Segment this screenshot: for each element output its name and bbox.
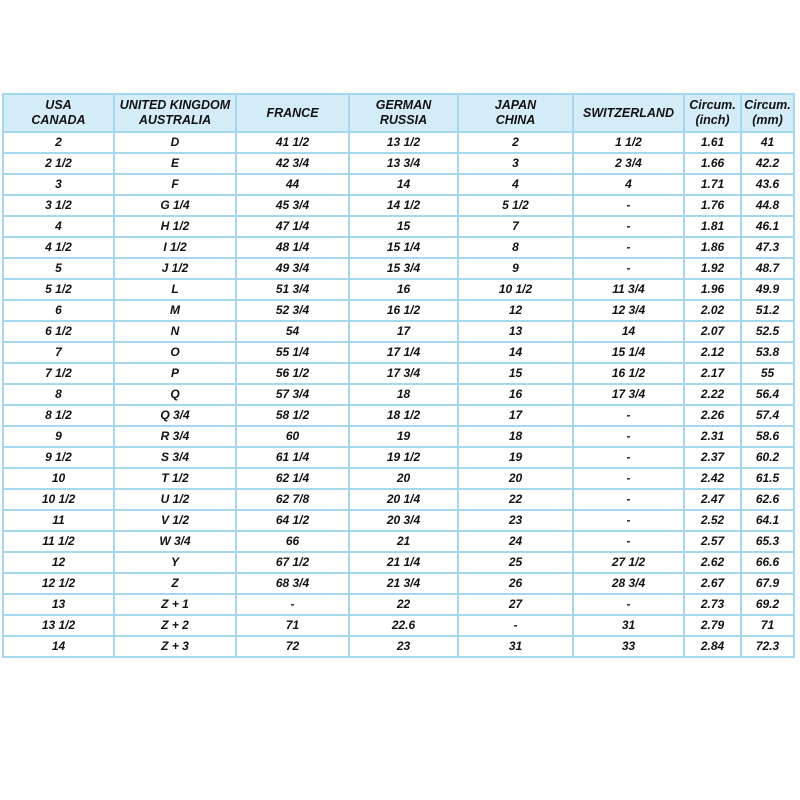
cell-france: 47 1/4	[236, 216, 349, 237]
table-row	[3, 573, 794, 594]
cell-usa-canada: 9 1/2	[3, 447, 114, 468]
cell-uk-australia: J 1/2	[114, 258, 236, 279]
cell-usa-canada: 14	[3, 636, 114, 657]
cell-switzerland: 16 1/2	[573, 363, 684, 384]
table-row	[3, 153, 794, 174]
cell-circumference-inch: 2.07	[684, 321, 741, 342]
column-header-uk-australia	[114, 94, 236, 132]
column-header-label: FRANCE	[266, 105, 319, 120]
table-row	[3, 636, 794, 657]
cell-france: 42 3/4	[236, 153, 349, 174]
cell-uk-australia: F	[114, 174, 236, 195]
cell-france: 52 3/4	[236, 300, 349, 321]
table-row	[3, 489, 794, 510]
cell-france: 57 3/4	[236, 384, 349, 405]
cell-german-russia: 15	[349, 216, 458, 237]
cell-france: 62 7/8	[236, 489, 349, 510]
column-header-label: CHINA	[495, 113, 536, 127]
table-row	[3, 321, 794, 342]
cell-german-russia: 15 1/4	[349, 237, 458, 258]
cell-usa-canada: 7 1/2	[3, 363, 114, 384]
cell-japan-china: 24	[458, 531, 573, 552]
column-header-label: JAPAN	[494, 98, 537, 112]
table-row	[3, 174, 794, 195]
cell-switzerland: 4	[573, 174, 684, 195]
column-header-label: RUSSIA	[379, 113, 428, 127]
cell-usa-canada: 3 1/2	[3, 195, 114, 216]
cell-uk-australia: Q 3/4	[114, 405, 236, 426]
cell-france: 56 1/2	[236, 363, 349, 384]
cell-japan-china: 16	[458, 384, 573, 405]
cell-france: 68 3/4	[236, 573, 349, 594]
cell-circumference-inch: 2.67	[684, 573, 741, 594]
column-header-label: (inch)	[695, 113, 730, 127]
cell-german-russia: 23	[349, 636, 458, 657]
cell-german-russia: 13 3/4	[349, 153, 458, 174]
cell-uk-australia: H 1/2	[114, 216, 236, 237]
cell-usa-canada: 11 1/2	[3, 531, 114, 552]
cell-uk-australia: W 3/4	[114, 531, 236, 552]
column-header-german-russia	[349, 94, 458, 132]
cell-circumference-inch: 1.96	[684, 279, 741, 300]
cell-german-russia: 15 3/4	[349, 258, 458, 279]
cell-uk-australia: I 1/2	[114, 237, 236, 258]
cell-switzerland: 11 3/4	[573, 279, 684, 300]
cell-usa-canada: 6 1/2	[3, 321, 114, 342]
column-header-circumference-mm	[741, 94, 794, 132]
cell-german-russia: 18	[349, 384, 458, 405]
cell-circumference-mm: 43.6	[741, 174, 794, 195]
column-header-label: Circum.	[744, 98, 791, 112]
cell-uk-australia: Z + 3	[114, 636, 236, 657]
cell-circumference-mm: 46.1	[741, 216, 794, 237]
cell-japan-china: 19	[458, 447, 573, 468]
cell-uk-australia: D	[114, 132, 236, 153]
column-header-label: GERMAN	[375, 98, 432, 112]
column-header-label: USA	[45, 98, 72, 112]
table-body	[3, 132, 794, 657]
cell-circumference-mm: 48.7	[741, 258, 794, 279]
cell-german-russia: 21 1/4	[349, 552, 458, 573]
cell-circumference-mm: 42.2	[741, 153, 794, 174]
cell-uk-australia: Q	[114, 384, 236, 405]
cell-circumference-mm: 60.2	[741, 447, 794, 468]
cell-circumference-inch: 2.84	[684, 636, 741, 657]
cell-switzerland: 12 3/4	[573, 300, 684, 321]
column-header-label: Circum.	[689, 98, 736, 112]
cell-france: 61 1/4	[236, 447, 349, 468]
ring-size-conversion-table-container	[2, 93, 793, 658]
table-row	[3, 552, 794, 573]
cell-japan-china: 9	[458, 258, 573, 279]
cell-german-russia: 17 3/4	[349, 363, 458, 384]
cell-german-russia: 16 1/2	[349, 300, 458, 321]
cell-japan-china: 10 1/2	[458, 279, 573, 300]
cell-circumference-inch: 2.47	[684, 489, 741, 510]
cell-circumference-inch: 2.57	[684, 531, 741, 552]
cell-usa-canada: 5 1/2	[3, 279, 114, 300]
cell-france: 72	[236, 636, 349, 657]
header-row	[3, 94, 794, 132]
cell-german-russia: 21	[349, 531, 458, 552]
cell-german-russia: 22	[349, 594, 458, 615]
table-row	[3, 405, 794, 426]
cell-german-russia: 16	[349, 279, 458, 300]
cell-german-russia: 17	[349, 321, 458, 342]
cell-circumference-inch: 2.79	[684, 615, 741, 636]
cell-uk-australia: E	[114, 153, 236, 174]
cell-usa-canada: 4	[3, 216, 114, 237]
table-row	[3, 216, 794, 237]
column-header-label: UNITED KINGDOM	[119, 98, 231, 112]
cell-circumference-mm: 65.3	[741, 531, 794, 552]
cell-france: 58 1/2	[236, 405, 349, 426]
cell-circumference-mm: 49.9	[741, 279, 794, 300]
cell-usa-canada: 8 1/2	[3, 405, 114, 426]
cell-german-russia: 21 3/4	[349, 573, 458, 594]
cell-japan-china: 13	[458, 321, 573, 342]
cell-switzerland: -	[573, 447, 684, 468]
cell-switzerland: -	[573, 510, 684, 531]
cell-france: 45 3/4	[236, 195, 349, 216]
cell-japan-china: -	[458, 615, 573, 636]
table-row	[3, 300, 794, 321]
table-row	[3, 342, 794, 363]
cell-france: 64 1/2	[236, 510, 349, 531]
cell-switzerland: 17 3/4	[573, 384, 684, 405]
cell-japan-china: 14	[458, 342, 573, 363]
table-row	[3, 132, 794, 153]
cell-circumference-inch: 2.26	[684, 405, 741, 426]
cell-circumference-mm: 53.8	[741, 342, 794, 363]
cell-switzerland: 27 1/2	[573, 552, 684, 573]
cell-france: 62 1/4	[236, 468, 349, 489]
cell-france: 41 1/2	[236, 132, 349, 153]
cell-switzerland: -	[573, 405, 684, 426]
cell-france: 49 3/4	[236, 258, 349, 279]
cell-france: 60	[236, 426, 349, 447]
cell-usa-canada: 9	[3, 426, 114, 447]
cell-circumference-inch: 2.52	[684, 510, 741, 531]
cell-switzerland: -	[573, 258, 684, 279]
cell-circumference-inch: 2.02	[684, 300, 741, 321]
column-header-label: CANADA	[31, 113, 86, 127]
cell-usa-canada: 12	[3, 552, 114, 573]
cell-circumference-inch: 2.42	[684, 468, 741, 489]
cell-switzerland: 15 1/4	[573, 342, 684, 363]
cell-circumference-inch: 2.12	[684, 342, 741, 363]
table-row	[3, 279, 794, 300]
cell-japan-china: 26	[458, 573, 573, 594]
cell-circumference-inch: 2.31	[684, 426, 741, 447]
table-row	[3, 384, 794, 405]
cell-france: 44	[236, 174, 349, 195]
cell-uk-australia: U 1/2	[114, 489, 236, 510]
cell-japan-china: 12	[458, 300, 573, 321]
cell-circumference-inch: 1.86	[684, 237, 741, 258]
cell-usa-canada: 13 1/2	[3, 615, 114, 636]
cell-circumference-inch: 2.62	[684, 552, 741, 573]
cell-france: 48 1/4	[236, 237, 349, 258]
cell-uk-australia: M	[114, 300, 236, 321]
cell-japan-china: 2	[458, 132, 573, 153]
cell-switzerland: -	[573, 195, 684, 216]
cell-circumference-inch: 1.92	[684, 258, 741, 279]
cell-usa-canada: 5	[3, 258, 114, 279]
cell-switzerland: 2 3/4	[573, 153, 684, 174]
cell-circumference-inch: 1.71	[684, 174, 741, 195]
cell-circumference-mm: 41	[741, 132, 794, 153]
cell-france: 55 1/4	[236, 342, 349, 363]
cell-usa-canada: 10 1/2	[3, 489, 114, 510]
cell-usa-canada: 2	[3, 132, 114, 153]
cell-uk-australia: V 1/2	[114, 510, 236, 531]
cell-circumference-inch: 2.22	[684, 384, 741, 405]
cell-uk-australia: R 3/4	[114, 426, 236, 447]
cell-circumference-inch: 1.76	[684, 195, 741, 216]
ring-size-conversion-table	[2, 93, 795, 658]
column-header-france	[236, 94, 349, 132]
cell-circumference-mm: 66.6	[741, 552, 794, 573]
cell-circumference-mm: 55	[741, 363, 794, 384]
cell-uk-australia: Z + 2	[114, 615, 236, 636]
cell-german-russia: 19 1/2	[349, 447, 458, 468]
cell-german-russia: 20 1/4	[349, 489, 458, 510]
cell-german-russia: 14	[349, 174, 458, 195]
table-row	[3, 531, 794, 552]
cell-japan-china: 20	[458, 468, 573, 489]
cell-circumference-mm: 69.2	[741, 594, 794, 615]
cell-german-russia: 22.6	[349, 615, 458, 636]
cell-switzerland: -	[573, 216, 684, 237]
cell-usa-canada: 12 1/2	[3, 573, 114, 594]
cell-circumference-mm: 61.5	[741, 468, 794, 489]
cell-france: 66	[236, 531, 349, 552]
cell-japan-china: 17	[458, 405, 573, 426]
column-header-label: SWITZERLAND	[583, 105, 674, 120]
cell-switzerland: 28 3/4	[573, 573, 684, 594]
cell-uk-australia: N	[114, 321, 236, 342]
column-header-label: AUSTRALIA	[138, 113, 212, 127]
cell-japan-china: 27	[458, 594, 573, 615]
cell-circumference-inch: 2.73	[684, 594, 741, 615]
cell-uk-australia: L	[114, 279, 236, 300]
table-row	[3, 594, 794, 615]
cell-japan-china: 8	[458, 237, 573, 258]
table-row	[3, 363, 794, 384]
cell-german-russia: 18 1/2	[349, 405, 458, 426]
cell-circumference-mm: 62.6	[741, 489, 794, 510]
cell-german-russia: 19	[349, 426, 458, 447]
cell-switzerland: -	[573, 489, 684, 510]
cell-uk-australia: Z + 1	[114, 594, 236, 615]
column-header-switzerland	[573, 94, 684, 132]
cell-switzerland: -	[573, 468, 684, 489]
cell-france: 67 1/2	[236, 552, 349, 573]
table-header	[3, 94, 794, 132]
cell-france: 71	[236, 615, 349, 636]
cell-japan-china: 23	[458, 510, 573, 531]
cell-circumference-mm: 52.5	[741, 321, 794, 342]
table-row	[3, 615, 794, 636]
column-header-label: (mm)	[752, 113, 783, 127]
cell-france: 51 3/4	[236, 279, 349, 300]
cell-switzerland: -	[573, 426, 684, 447]
cell-japan-china: 18	[458, 426, 573, 447]
cell-circumference-mm: 71	[741, 615, 794, 636]
cell-german-russia: 20	[349, 468, 458, 489]
cell-uk-australia: O	[114, 342, 236, 363]
cell-france: 54	[236, 321, 349, 342]
table-row	[3, 237, 794, 258]
column-header-circumference-inch	[684, 94, 741, 132]
cell-japan-china: 25	[458, 552, 573, 573]
cell-circumference-mm: 64.1	[741, 510, 794, 531]
table-row	[3, 195, 794, 216]
cell-usa-canada: 13	[3, 594, 114, 615]
cell-switzerland: -	[573, 237, 684, 258]
cell-circumference-inch: 1.66	[684, 153, 741, 174]
cell-circumference-mm: 67.9	[741, 573, 794, 594]
cell-japan-china: 5 1/2	[458, 195, 573, 216]
cell-usa-canada: 3	[3, 174, 114, 195]
cell-usa-canada: 4 1/2	[3, 237, 114, 258]
cell-japan-china: 7	[458, 216, 573, 237]
cell-switzerland: -	[573, 594, 684, 615]
cell-circumference-inch: 1.61	[684, 132, 741, 153]
cell-japan-china: 15	[458, 363, 573, 384]
cell-german-russia: 20 3/4	[349, 510, 458, 531]
column-header-japan-china	[458, 94, 573, 132]
cell-uk-australia: Z	[114, 573, 236, 594]
cell-uk-australia: P	[114, 363, 236, 384]
table-row	[3, 468, 794, 489]
cell-usa-canada: 11	[3, 510, 114, 531]
column-header-usa-canada	[3, 94, 114, 132]
cell-usa-canada: 7	[3, 342, 114, 363]
cell-switzerland: -	[573, 531, 684, 552]
cell-uk-australia: S 3/4	[114, 447, 236, 468]
cell-usa-canada: 6	[3, 300, 114, 321]
cell-switzerland: 1 1/2	[573, 132, 684, 153]
cell-japan-china: 3	[458, 153, 573, 174]
cell-switzerland: 31	[573, 615, 684, 636]
cell-circumference-inch: 2.37	[684, 447, 741, 468]
cell-france: -	[236, 594, 349, 615]
cell-circumference-mm: 72.3	[741, 636, 794, 657]
table-row	[3, 510, 794, 531]
cell-circumference-mm: 44.8	[741, 195, 794, 216]
cell-circumference-mm: 56.4	[741, 384, 794, 405]
cell-japan-china: 4	[458, 174, 573, 195]
cell-german-russia: 14 1/2	[349, 195, 458, 216]
cell-switzerland: 33	[573, 636, 684, 657]
cell-circumference-inch: 1.81	[684, 216, 741, 237]
cell-circumference-mm: 51.2	[741, 300, 794, 321]
cell-circumference-mm: 58.6	[741, 426, 794, 447]
cell-japan-china: 31	[458, 636, 573, 657]
table-row	[3, 426, 794, 447]
cell-switzerland: 14	[573, 321, 684, 342]
table-row	[3, 447, 794, 468]
table-row	[3, 258, 794, 279]
cell-circumference-inch: 2.17	[684, 363, 741, 384]
cell-usa-canada: 10	[3, 468, 114, 489]
cell-german-russia: 17 1/4	[349, 342, 458, 363]
cell-uk-australia: G 1/4	[114, 195, 236, 216]
cell-circumference-mm: 57.4	[741, 405, 794, 426]
cell-uk-australia: T 1/2	[114, 468, 236, 489]
cell-usa-canada: 8	[3, 384, 114, 405]
cell-german-russia: 13 1/2	[349, 132, 458, 153]
cell-japan-china: 22	[458, 489, 573, 510]
cell-usa-canada: 2 1/2	[3, 153, 114, 174]
cell-uk-australia: Y	[114, 552, 236, 573]
cell-circumference-mm: 47.3	[741, 237, 794, 258]
